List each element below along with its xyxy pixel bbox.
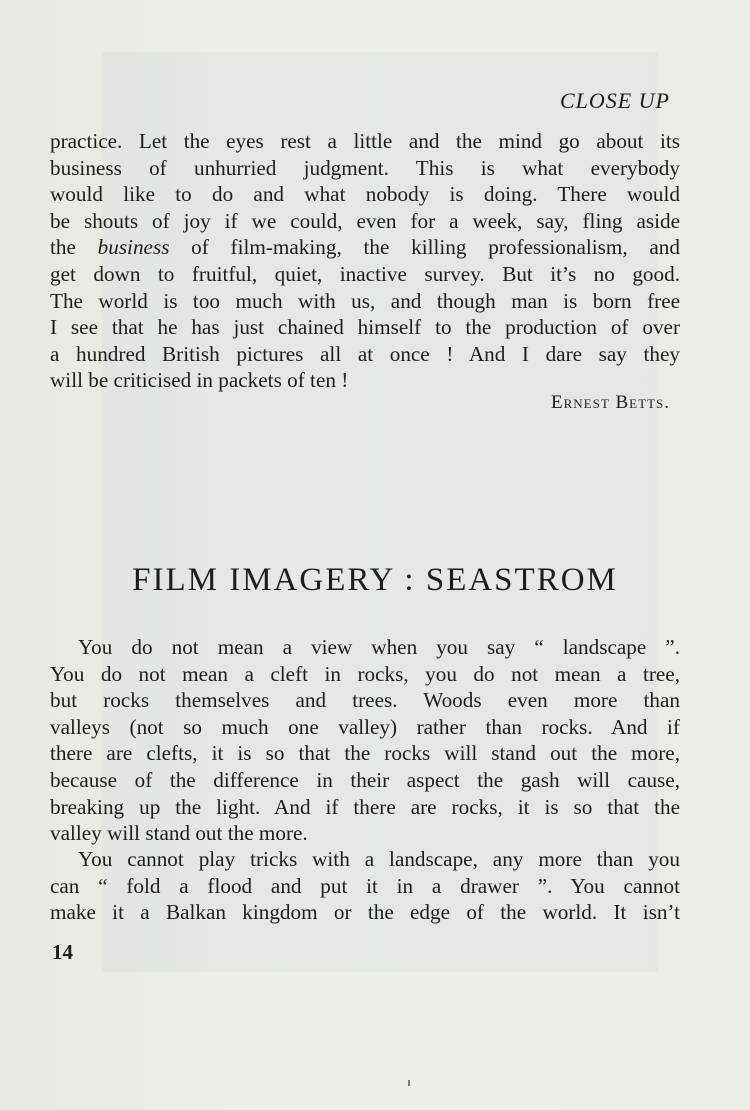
text-line: will be criticised in packets of ten ! <box>50 368 349 393</box>
text-line: make it a Balkan kingdom or the edge of the world. It isn’t <box>50 900 680 925</box>
text-line: be shouts of joy if we could, even for a week, say, fling aside <box>50 208 680 233</box>
article-paragraph-1 <box>50 634 680 847</box>
text-line: get down to fruitful, quiet, inactive survey. But it’s no good. <box>50 261 680 286</box>
text-line: I see that he has just chained himself to the production of over <box>50 315 680 340</box>
text-line: there are clefts, it is so that the rocks will stand out the more, <box>50 741 680 766</box>
article-paragraph-2 <box>50 846 680 926</box>
text-line: You do not mean a cleft in rocks, you do not mean a tree, <box>50 661 680 686</box>
text-line: You cannot play tricks with a landscape, any more than you <box>78 847 680 871</box>
article-title: FILM IMAGERY : SEASTROM <box>132 562 618 598</box>
running-header: CLOSE UP <box>559 88 670 113</box>
text-line: The world is too much with us, and though man is born free <box>50 288 680 313</box>
text-line: because of the difference in their aspect the gash will cause, <box>50 767 680 792</box>
text-line: but rocks themselves and trees. Woods even more than <box>50 688 680 713</box>
text-line: business of unhurried judgment. This is what everybody <box>50 155 680 180</box>
text-line: practice. Let the eyes rest a little and the mind go about its <box>50 129 680 153</box>
text-line: breaking up the light. And if there are rocks, it is so that the <box>50 794 680 819</box>
text-line: the business of film-making, the killing professionalism, and <box>50 235 680 260</box>
paper-speck <box>408 1080 410 1086</box>
page-number: 14 <box>52 940 73 964</box>
continuation-paragraph <box>50 128 680 394</box>
text-line: You do not mean a view when you say “ landscape ”. <box>78 635 680 659</box>
text-line: a hundred British pictures all at once ! And I dare say they <box>50 341 680 366</box>
text-line: would like to do and what nobody is doing. There would <box>50 182 680 207</box>
text-line: valleys (not so much one valley) rather than rocks. And if <box>50 714 680 739</box>
author-signature: Ernest Betts. <box>550 392 670 413</box>
emphasis-text: business <box>97 235 170 260</box>
text-line: can “ fold a flood and put it in a drawer ”. You cannot <box>50 873 680 898</box>
text-line: valley will stand out the more. <box>50 821 308 846</box>
